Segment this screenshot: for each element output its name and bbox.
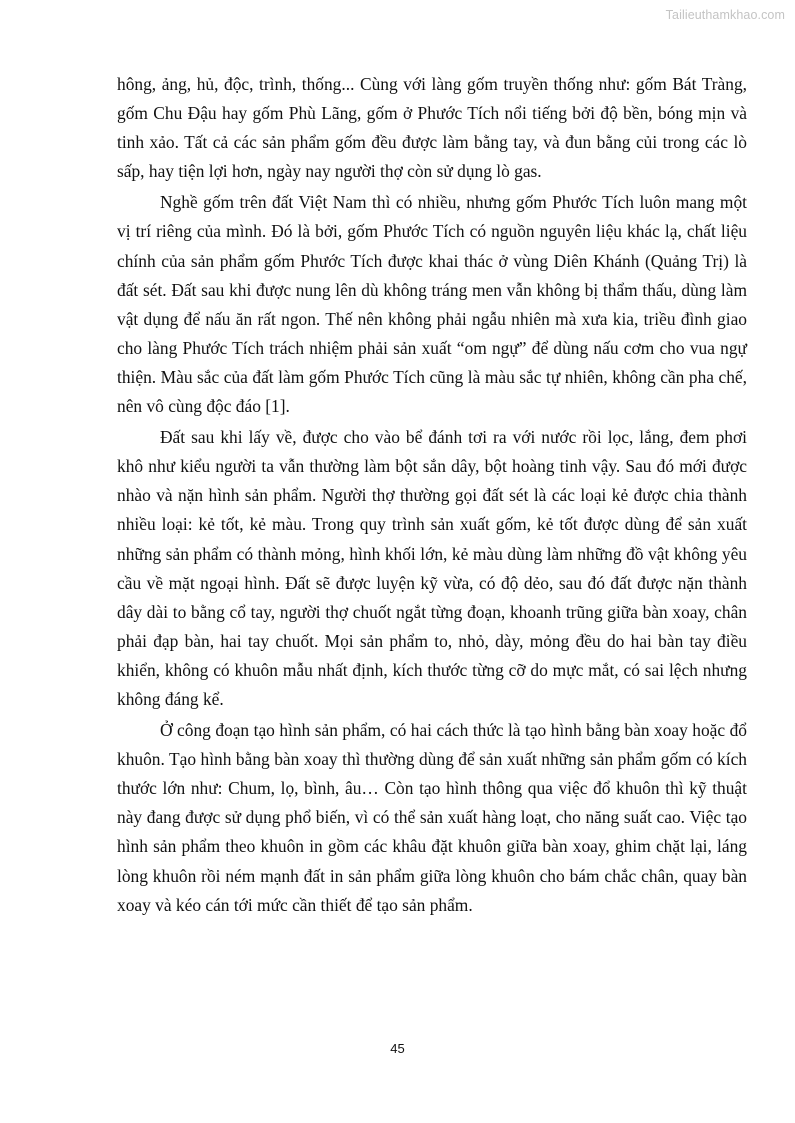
watermark: Tailieuthamkhao.com (665, 8, 785, 22)
paragraph-clay-preparation: Đất sau khi lấy về, được cho vào bể đánh tơi ra với nước rồi lọc, lắng, đem phơi khô như kiểu người ta vẫn thường làm bột sắn dây, bột hoàng tinh vậy. Sau đó mới được nhào và nặn hình sản phẩm. Người thợ thường gọi đất sét là các loại kẻ được chia thành nhiều loại: kẻ tốt, kẻ màu. Trong quy trình sản xuất gốm, kẻ tốt được dùng để sản xuất những sản phẩm có thành mỏng, hình khối lớn, kẻ màu dùng làm những đồ vật không yêu cầu về mặt ngoại hình. Đất sẽ được luyện kỹ vừa, có độ dẻo, sau đó đất được nặn thành dây dài to bằng cổ tay, người thợ chuốt ngắt từng đoạn, khoanh trũng giữa bàn xoay, chân phải đạp bàn, hai tay chuốt. Mọi sản phẩm to, nhỏ, dày, mỏng đều do hai bàn tay điều khiển, không có khuôn mẫu nhất định, kích thước từng cỡ do mực mắt, có sai lệch nhưng không đáng kể. (117, 427, 747, 709)
page-number: 45 (390, 1041, 405, 1056)
paragraph-shaping-methods: Ở công đoạn tạo hình sản phẩm, có hai cách thức là tạo hình bằng bàn xoay hoặc đổ khuôn. Tạo hình bằng bàn xoay thì thường dùng để sản xuất những sản phẩm gốm có kích thước lớn như: Chum, lọ, bình, âu… Còn tạo hình thông qua việc đổ khuôn thì kỹ thuật này đang được sử dụng phổ biến, vì có thể sản xuất hàng loạt, cho năng suất cao. Việc tạo hình sản phẩm theo khuôn in gồm các khâu đặt khuôn giữa bàn xoay, ghim chặt lại, láng lòng khuôn rồi ném mạnh đất in sản phẩm giữa lòng khuôn cho bám chắc chân, quay bàn xoay và kéo cán tới mức cần thiết để tạo sản phẩm. (117, 720, 747, 915)
page-body (117, 70, 747, 920)
paragraph-phuoc-tich-clay: Nghề gốm trên đất Việt Nam thì có nhiều, nhưng gốm Phước Tích luôn mang một vị trí riêng của mình. Đó là bởi, gốm Phước Tích có nguồn nguyên liệu khác lạ, chất liệu chính của sản phẩm gốm Phước Tích được khai thác ở vùng Diên Khánh (Quảng Trị) là đất sét. Đất sau khi được nung lên dù không tráng men vẫn không bị thẩm thấu, dùng làm vật dụng để nấu ăn rất ngon. Thế nên không phải ngẫu nhiên mà xưa kia, triều đình giao cho làng Phước Tích trách nhiệm phải sản xuất “om ngự” để dùng nấu cơm cho vua ngự thiện. Màu sắc của đất làm gốm Phước Tích cũng là màu sắc tự nhiên, không cần pha chế, nên vô cùng độc đáo [1]. (117, 192, 747, 417)
paragraph-continuation: hông, ảng, hủ, độc, trình, thống... Cùng với làng gốm truyền thống như: gốm Bát Tràng, gốm Chu Đậu hay gốm Phù Lãng, gốm ở Phước Tích nổi tiếng bởi độ bền, bóng mịn và tinh xảo. Tất cả các sản phẩm gốm đều được làm bằng tay, và đun bằng củi trong các lò sấp, hay tiện lợi hơn, ngày nay người thợ còn sử dụng lò gas. (117, 74, 747, 182)
